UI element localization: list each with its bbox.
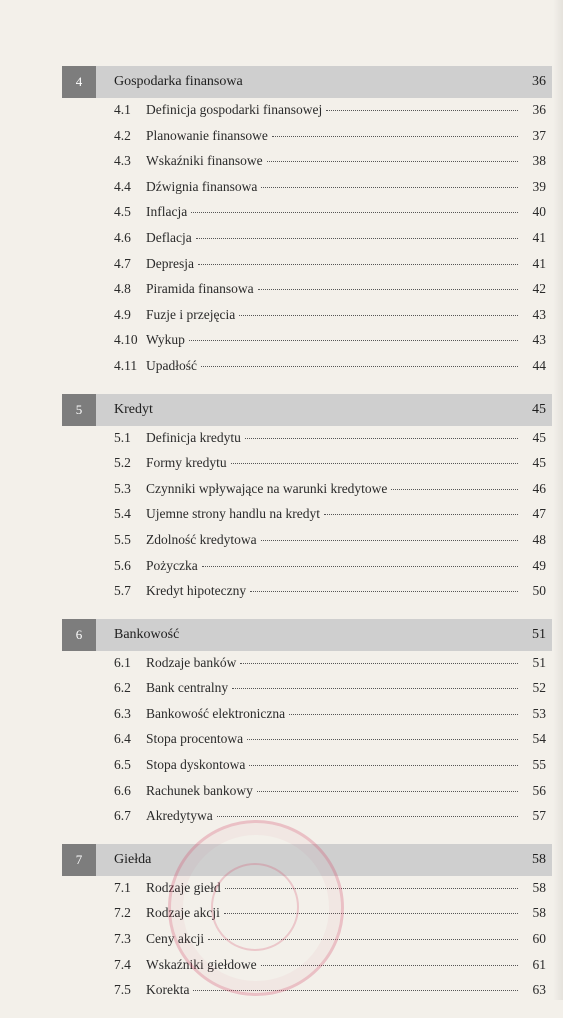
dot-leader (250, 591, 518, 592)
entry-title: Rachunek bankowy (146, 782, 253, 798)
entry-page-number: 45 (532, 429, 546, 445)
entry-number: 4.1 (114, 102, 131, 117)
entry-title: Fuzje i przejęcia (146, 306, 236, 322)
entry-number: 4.8 (114, 281, 131, 297)
entry-number: 5.4 (114, 506, 131, 522)
dot-leader (324, 514, 518, 515)
entry-title: Ujemne strony handlu na kredyt (146, 506, 320, 522)
chapter-section (62, 66, 552, 384)
chapter-page-number: 58 (532, 851, 546, 867)
entry-title: Kredyt hipoteczny (146, 583, 247, 599)
entry-number: 6.6 (114, 782, 131, 798)
entry-title: Stopa procentowa (146, 731, 244, 747)
entry-page-number: 51 (532, 654, 546, 670)
entry-number: 4.9 (114, 306, 131, 322)
entry-page-number: 63 (532, 982, 546, 998)
dot-leader (257, 791, 518, 792)
dot-leader (240, 663, 518, 664)
entry-number: 4.7 (114, 255, 131, 271)
entry-page-number: 58 (532, 905, 546, 921)
entry-title: Stopa dyskontowa (146, 757, 246, 773)
toc-entry[interactable] (62, 506, 552, 532)
toc-entry[interactable] (62, 128, 552, 154)
entry-number: 7.2 (114, 905, 131, 921)
entry-title: Depresja (146, 255, 194, 271)
dot-leader (247, 739, 518, 740)
dot-leader (202, 566, 518, 567)
entry-number: 5.7 (114, 583, 131, 599)
entry-number: 4.3 (114, 153, 131, 169)
entry-title: Zdolność kredytowa (146, 531, 257, 547)
library-stamp (168, 820, 344, 996)
toc-entry[interactable] (62, 256, 552, 282)
entry-page-number: 43 (532, 332, 546, 348)
toc-entry[interactable] (62, 230, 552, 256)
entry-title: Rodzaje akcji (146, 905, 220, 921)
dot-leader (272, 136, 518, 137)
entry-page-number: 61 (532, 956, 546, 972)
dot-leader (198, 264, 518, 265)
chapter-title: Bankowość (114, 626, 180, 642)
toc-entry[interactable] (62, 430, 552, 456)
dot-leader (245, 438, 518, 439)
entry-page-number: 49 (532, 557, 546, 573)
toc-entry[interactable] (62, 558, 552, 584)
entry-number: 4.2 (114, 127, 131, 143)
entry-number: 6.3 (114, 705, 131, 721)
dot-leader (261, 187, 518, 188)
toc-entry[interactable] (62, 680, 552, 706)
entry-number: 7.1 (114, 879, 131, 895)
dot-leader (326, 110, 518, 111)
toc-entry[interactable] (62, 153, 552, 179)
entry-page-number: 42 (532, 281, 546, 297)
entry-number: 6.7 (114, 808, 131, 824)
entry-title: Rodzaje banków (146, 654, 237, 670)
entry-page-number: 56 (532, 782, 546, 798)
entry-page-number: 46 (532, 480, 546, 496)
entry-title: Korekta (146, 982, 190, 998)
entry-page-number: 39 (532, 178, 546, 194)
entry-title: Rodzaje giełd (146, 879, 221, 895)
toc-entry[interactable] (62, 358, 552, 384)
toc-entry[interactable] (62, 307, 552, 333)
toc-entry[interactable] (62, 783, 552, 809)
entry-title: Bank centralny (146, 680, 229, 696)
dot-leader (267, 161, 518, 162)
entry-page-number: 44 (532, 357, 546, 373)
entry-number: 5.2 (114, 455, 131, 471)
entry-page-number: 47 (532, 506, 546, 522)
entry-page-number: 54 (532, 731, 546, 747)
entry-number: 6.4 (114, 731, 131, 747)
dot-leader (231, 463, 518, 464)
entry-page-number: 50 (532, 583, 546, 599)
chapter-page-number: 51 (532, 626, 546, 642)
entry-page-number: 58 (532, 879, 546, 895)
library-stamp-inner-ring (211, 863, 299, 951)
entry-number: 4.11 (114, 357, 138, 373)
toc-entry[interactable] (62, 731, 552, 757)
entry-number: 5.1 (114, 429, 131, 445)
entry-title: Wskaźniki finansowe (146, 153, 263, 169)
entry-title: Akredytywa (146, 808, 213, 824)
entry-page-number: 53 (532, 705, 546, 721)
entry-page-number: 36 (532, 102, 546, 117)
entry-page-number: 45 (532, 455, 546, 471)
entry-title: Upadłość (146, 357, 197, 373)
chapter-number: 5 (62, 394, 96, 426)
dot-leader (258, 289, 518, 290)
toc-entry[interactable] (62, 532, 552, 558)
entry-title: Inflacja (146, 204, 188, 220)
entry-page-number: 38 (532, 153, 546, 169)
entry-page-number: 40 (532, 204, 546, 220)
chapter-page-number: 45 (532, 401, 546, 417)
chapter-header[interactable] (62, 394, 552, 426)
toc-entry[interactable] (62, 204, 552, 230)
entry-title: Czynniki wpływające na warunki kredytowe (146, 480, 388, 496)
toc-entry[interactable] (62, 706, 552, 732)
entry-page-number: 41 (532, 229, 546, 245)
entry-number: 7.4 (114, 956, 131, 972)
toc-entry[interactable] (62, 808, 552, 834)
toc-entry[interactable] (62, 102, 552, 128)
chapter-page-number: 36 (532, 74, 546, 89)
entry-number: 5.6 (114, 557, 131, 573)
chapter-header[interactable] (62, 66, 552, 98)
entry-page-number: 48 (532, 531, 546, 547)
entry-page-number: 37 (532, 127, 546, 143)
chapter-section (62, 619, 552, 834)
entry-page-number: 43 (532, 306, 546, 322)
page-edge-shadow (553, 0, 563, 1000)
toc-entry[interactable] (62, 481, 552, 507)
entry-title: Piramida finansowa (146, 281, 254, 297)
entry-number: 6.1 (114, 654, 131, 670)
entry-number: 7.5 (114, 982, 131, 998)
dot-leader (289, 714, 518, 715)
entry-number: 4.6 (114, 229, 131, 245)
entry-title: Deflacja (146, 229, 192, 245)
entry-title: Dźwignia finansowa (146, 178, 258, 194)
entry-number: 5.3 (114, 480, 131, 496)
toc-entry[interactable] (62, 455, 552, 481)
dot-leader (196, 238, 518, 239)
entry-title: Formy kredytu (146, 455, 227, 471)
dot-leader (201, 366, 518, 367)
chapter-title: Gospodarka finansowa (114, 74, 243, 89)
entry-number: 6.2 (114, 680, 131, 696)
toc-entry[interactable] (62, 757, 552, 783)
toc-entry[interactable] (62, 332, 552, 358)
chapter-title: Giełda (114, 851, 152, 867)
dot-leader (261, 540, 518, 541)
toc-entry[interactable] (62, 583, 552, 609)
entry-page-number: 52 (532, 680, 546, 696)
dot-leader (217, 816, 518, 817)
toc-entry[interactable] (62, 281, 552, 307)
toc-entry[interactable] (62, 982, 552, 1008)
chapter-title: Kredyt (114, 401, 153, 417)
entry-number: 5.5 (114, 531, 131, 547)
toc-entry[interactable] (62, 655, 552, 681)
entry-title: Definicja gospodarki finansowej (146, 102, 323, 117)
entry-title: Planowanie finansowe (146, 127, 268, 143)
entry-page-number: 60 (532, 931, 546, 947)
entry-number: 6.5 (114, 757, 131, 773)
chapter-number: 4 (62, 66, 96, 98)
entry-page-number: 55 (532, 757, 546, 773)
chapter-header[interactable] (62, 619, 552, 651)
entry-title: Pożyczka (146, 557, 198, 573)
dot-leader (239, 315, 518, 316)
dot-leader (391, 489, 518, 490)
entry-page-number: 41 (532, 255, 546, 271)
entry-title: Wykup (146, 332, 185, 348)
dot-leader (191, 212, 518, 213)
entry-title: Wskaźniki giełdowe (146, 956, 257, 972)
toc-entry[interactable] (62, 179, 552, 205)
dot-leader (249, 765, 518, 766)
chapter-number: 7 (62, 844, 96, 876)
entry-number: 4.5 (114, 204, 131, 220)
entry-number: 7.3 (114, 931, 131, 947)
entry-number: 4.4 (114, 178, 131, 194)
entry-number: 4.10 (114, 332, 138, 348)
chapter-section (62, 394, 552, 609)
entry-title: Bankowość elektroniczna (146, 705, 286, 721)
entry-title: Definicja kredytu (146, 429, 241, 445)
dot-leader (189, 340, 518, 341)
entry-title: Ceny akcji (146, 931, 205, 947)
entry-page-number: 57 (532, 808, 546, 824)
chapter-number: 6 (62, 619, 96, 651)
dot-leader (232, 688, 518, 689)
